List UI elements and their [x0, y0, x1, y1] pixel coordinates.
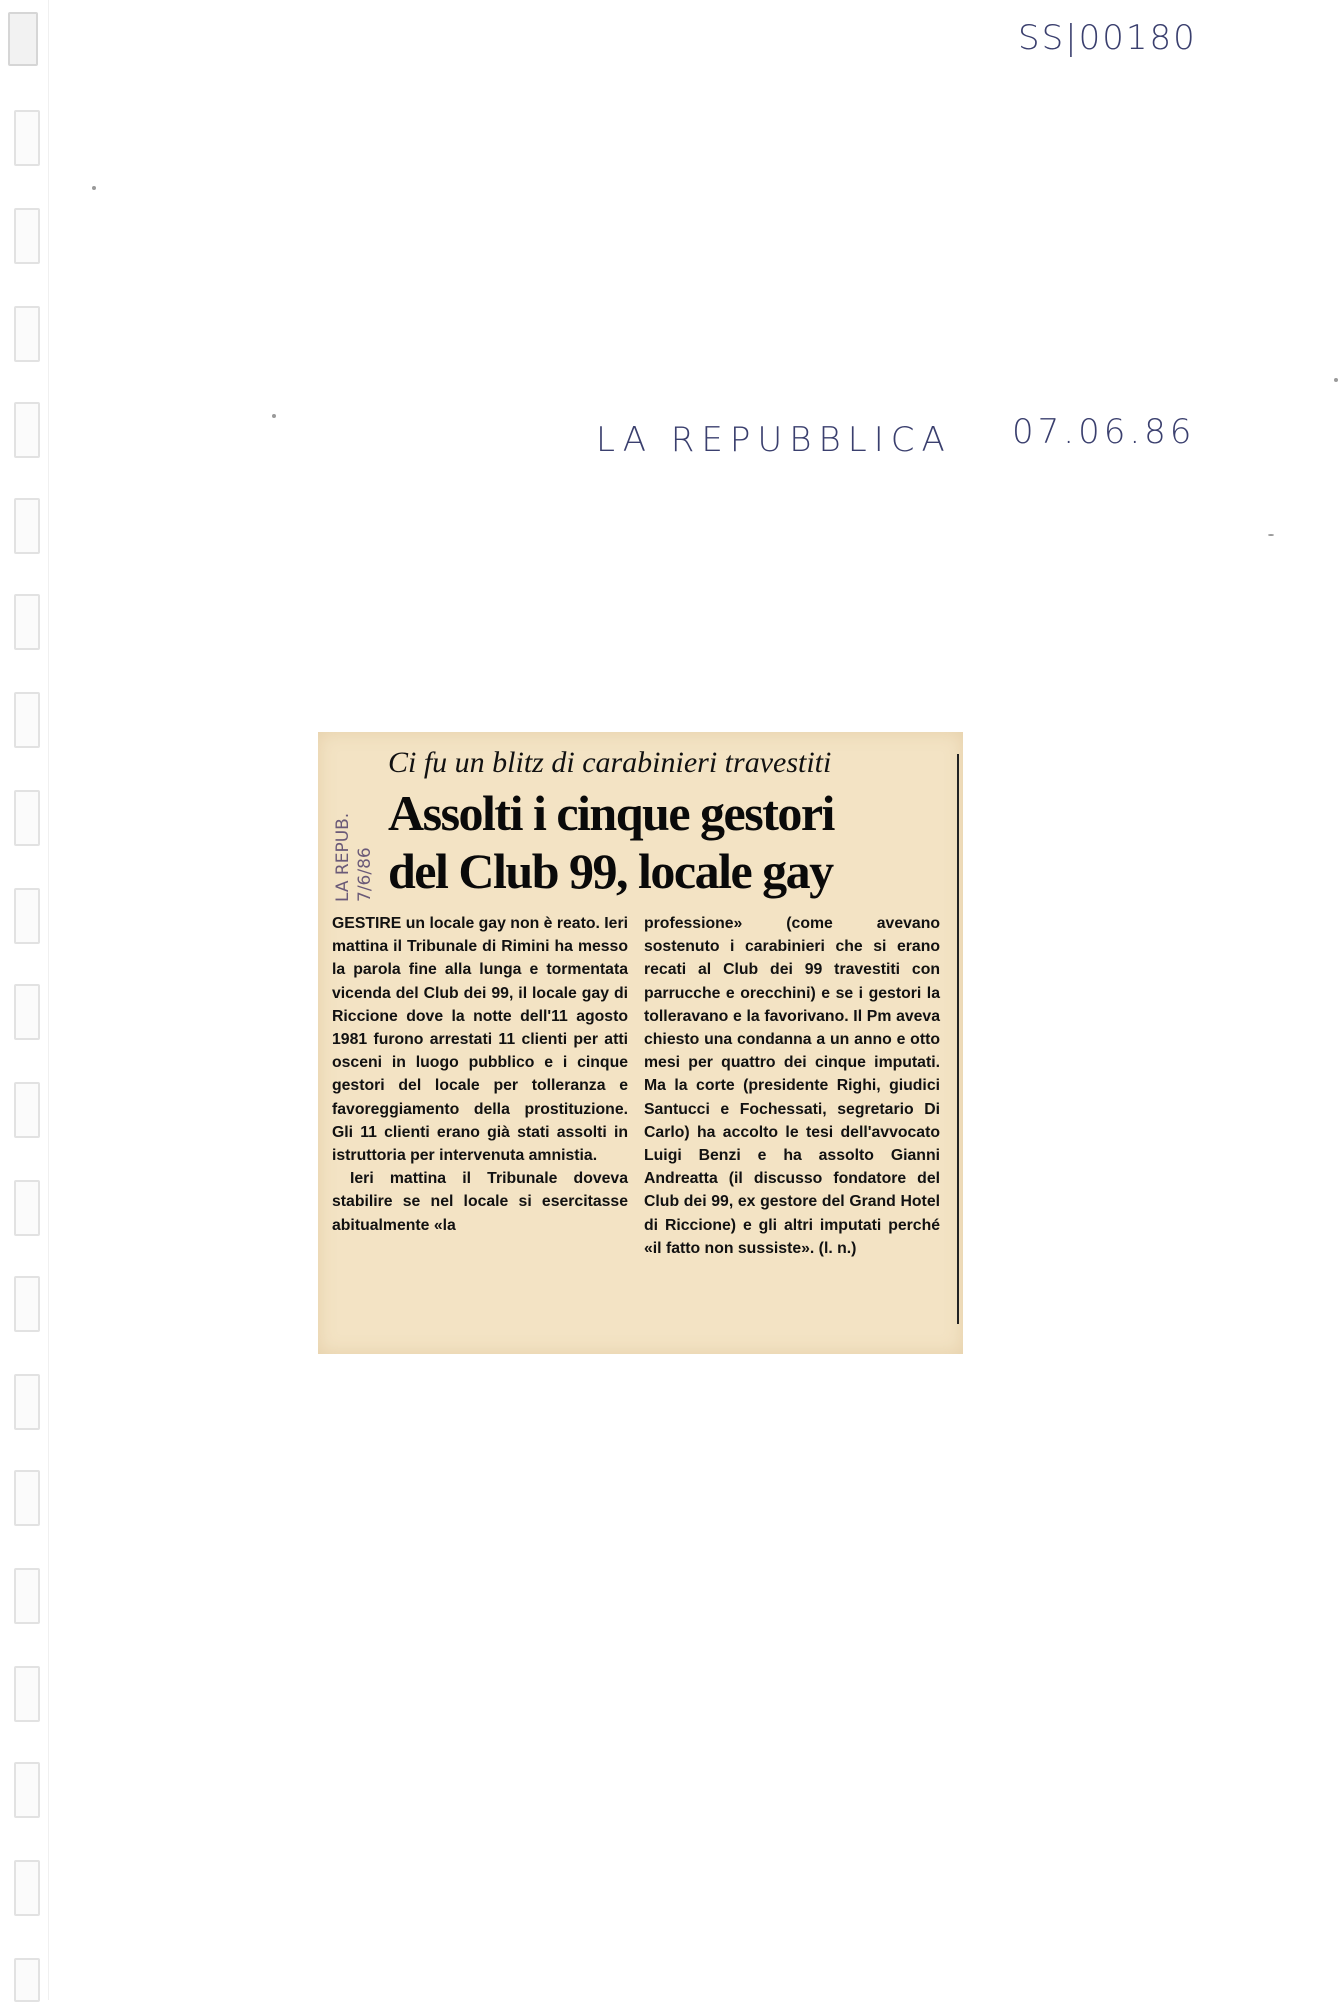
article-column-1 — [332, 912, 628, 1260]
stamp-line-2: 7/6/86 — [355, 847, 375, 902]
binder-hole — [14, 1568, 40, 1624]
binder-hole — [14, 1276, 40, 1332]
article-paragraph: professione» (come avevano sostenuto i carabinieri che si erano recati al Club dei 99 travestiti con parrucche e orecchini) e se i gestori la tolleravano e la favorivano. Il Pm aveva chiesto una condanna a un anno e otto mesi per quattro dei cinque imputati. Ma la corte (presidente Righi, giudici Santucci e Fochessati, segretario Di Carlo) ha accolto le tesi dell'avvocato Luigi Benzi e ha assolto Gianni Andreatta (il discusso fondatore del Club dei 99, ex gestore del Grand Hotel di Riccione) e gli altri imputati perché «il fatto non sussiste». (l. n.) — [644, 915, 940, 1257]
ink-speck — [1268, 534, 1274, 536]
binder-hole — [14, 306, 40, 362]
binder-hole — [14, 498, 40, 554]
ink-speck — [272, 414, 276, 418]
binder-hole — [14, 790, 40, 846]
binder-hole — [14, 208, 40, 264]
ink-speck — [1334, 378, 1338, 382]
binder-hole — [14, 1860, 40, 1916]
binder-hole — [14, 1666, 40, 1722]
article-headline — [388, 784, 948, 900]
binder-hole — [14, 110, 40, 166]
headline-line-1: Assolti i cinque gestori — [388, 785, 834, 841]
binder-hole — [14, 888, 40, 944]
article-kicker: Ci fu un blitz di carabinieri travestiti — [388, 746, 832, 779]
binder-hole — [14, 1374, 40, 1430]
binder-hole — [14, 594, 40, 650]
binder-hole — [14, 1762, 40, 1818]
article-paragraph: Ieri mattina il Tribunale doveva stabilire se nel locale si esercitasse abitualmente «la — [332, 1170, 628, 1234]
paper-edge-line — [48, 0, 49, 2000]
article-body — [332, 912, 942, 1260]
binder-hole — [14, 1082, 40, 1138]
binder-hole — [8, 12, 38, 66]
source-date: 07.06.86 — [1012, 412, 1196, 452]
binder-hole — [14, 692, 40, 748]
stamp-line-1: LA REPUB. — [333, 812, 353, 902]
binder-hole — [14, 1470, 40, 1526]
binder-hole — [14, 1180, 40, 1236]
binder-hole — [14, 402, 40, 458]
article-column-2 — [644, 912, 940, 1260]
newspaper-clipping — [318, 732, 963, 1354]
binder-margin — [0, 0, 60, 2000]
archive-code: SS|00180 — [1018, 18, 1197, 58]
binder-hole — [14, 1958, 40, 2002]
article-paragraph: GESTIRE un locale gay non è reato. Ieri mattina il Tribunale di Rimini ha messo la parola fine alla lunga e tormentata vicenda del Club dei 99, il locale gay di Riccione dove la notte dell'11 agosto 1981 furono arrestati 11 clienti per atti osceni in luogo pubblico e i cinque gestori del locale per tolleranza e favoreggiamento della prostituzione. Gli 11 clienti erano già stati assolti in istruttoria per intervenuta amnistia. — [332, 915, 628, 1165]
binder-hole — [14, 984, 40, 1040]
column-rule — [957, 754, 959, 1324]
headline-line-2: del Club 99, locale gay — [388, 843, 833, 899]
source-title: LA REPUBBLICA — [596, 420, 952, 460]
ink-speck — [92, 186, 96, 190]
